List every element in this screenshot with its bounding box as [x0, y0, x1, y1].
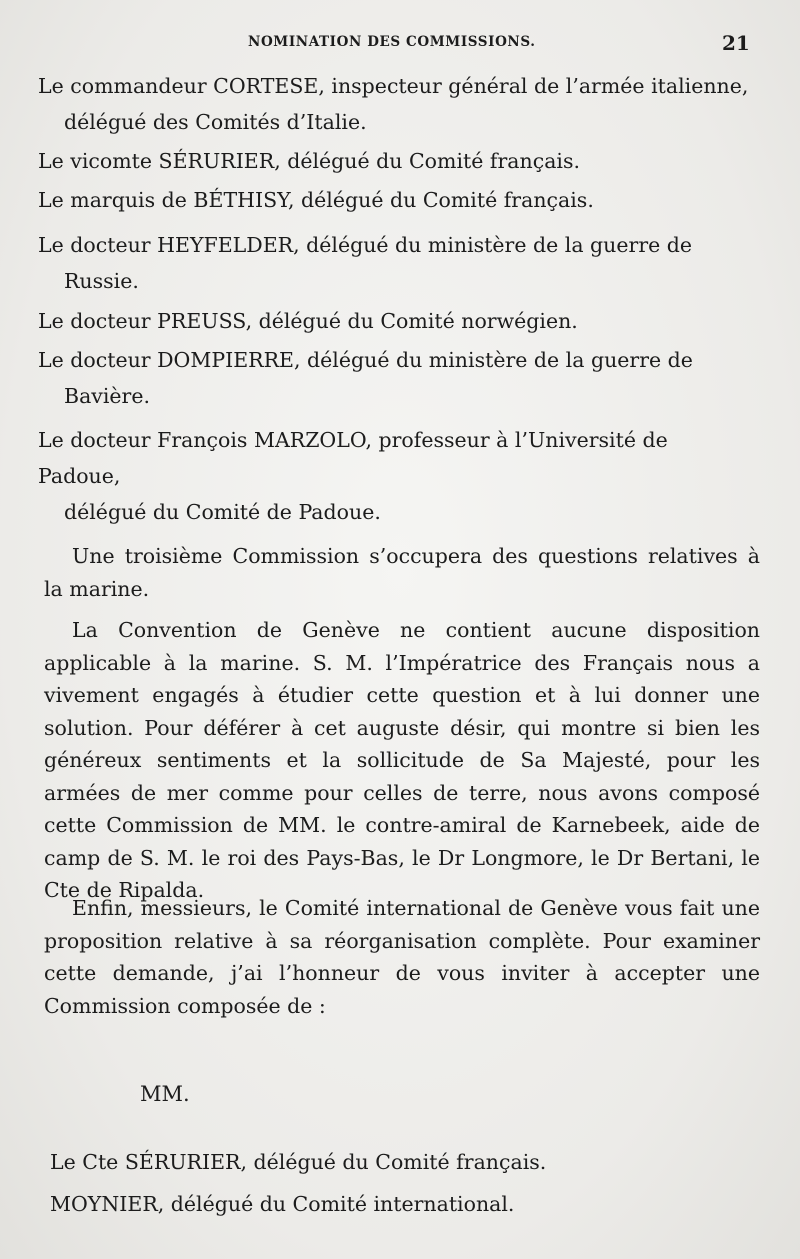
- delegate-entry: [38, 422, 756, 530]
- entry-line: Le docteur HEYFELDER, délégué du ministère de la guerre de: [38, 233, 693, 257]
- entry-line: Le marquis de BÉTHISY, délégué du Comité français.: [38, 188, 594, 212]
- entry-line: Le commandeur CORTESE, inspecteur général de l’armée italienne,: [38, 74, 749, 98]
- commission-member: Le Cte SÉRURIER, délégué du Comité français.: [50, 1150, 547, 1174]
- entry-continuation: Bavière.: [64, 384, 151, 408]
- entry-continuation: délégué du Comité de Padoue.: [64, 500, 381, 524]
- entry-continuation: délégué des Comités d’Italie.: [64, 110, 367, 134]
- delegate-entry: [38, 227, 756, 299]
- delegate-entry: [38, 68, 756, 140]
- commission-member: MOYNIER, délégué du Comité international.: [50, 1192, 515, 1216]
- entry-line: Le docteur PREUSS, délégué du Comité norwégien.: [38, 309, 578, 333]
- entry-line: Le docteur DOMPIERRE, délégué du ministère de la guerre de: [38, 348, 693, 372]
- paragraph: Enfin, messieurs, le Comité international de Genève vous fait une proposition relative à sa réorganisation complète. Pour examiner cette demande, j’ai l’honneur de vous inviter à accepter une Commission composée de :: [44, 896, 760, 1018]
- delegate-entry: [38, 182, 756, 218]
- entry-continuation: Russie.: [64, 269, 139, 293]
- delegate-entry: [38, 143, 756, 179]
- delegate-entry: [38, 303, 756, 339]
- page-number: 21: [722, 31, 750, 55]
- paragraph: Une troisième Commission s’occupera des questions relatives à la marine.: [44, 544, 760, 601]
- entry-line: Le docteur François MARZOLO, professeur à l’Université de Padoue,: [38, 428, 668, 488]
- mm-label: MM.: [140, 1082, 190, 1106]
- entry-line: Le vicomte SÉRURIER, délégué du Comité français.: [38, 149, 581, 173]
- delegate-entry: [38, 342, 756, 414]
- running-head: [0, 31, 800, 58]
- running-title: NOMINATION DES COMMISSIONS.: [248, 34, 536, 50]
- paragraph: La Convention de Genève ne contient aucune disposition applicable à la marine. S. M. l’Impératrice des Français nous a vivement engagés à étudier cette question et à lui donner une solution. Pour déférer à cet auguste désir, qui montre si bien les généreux sentiments et la sollicitude de Sa Majesté, pour les armées de mer comme pour celles de terre, nous avons composé cette Commission de MM. le contre-amiral de Karnebeek, aide de camp de S. M. le roi des Pays-Bas, le Dr Longmore, le Dr Bertani, le Cte de Ripalda.: [44, 618, 760, 902]
